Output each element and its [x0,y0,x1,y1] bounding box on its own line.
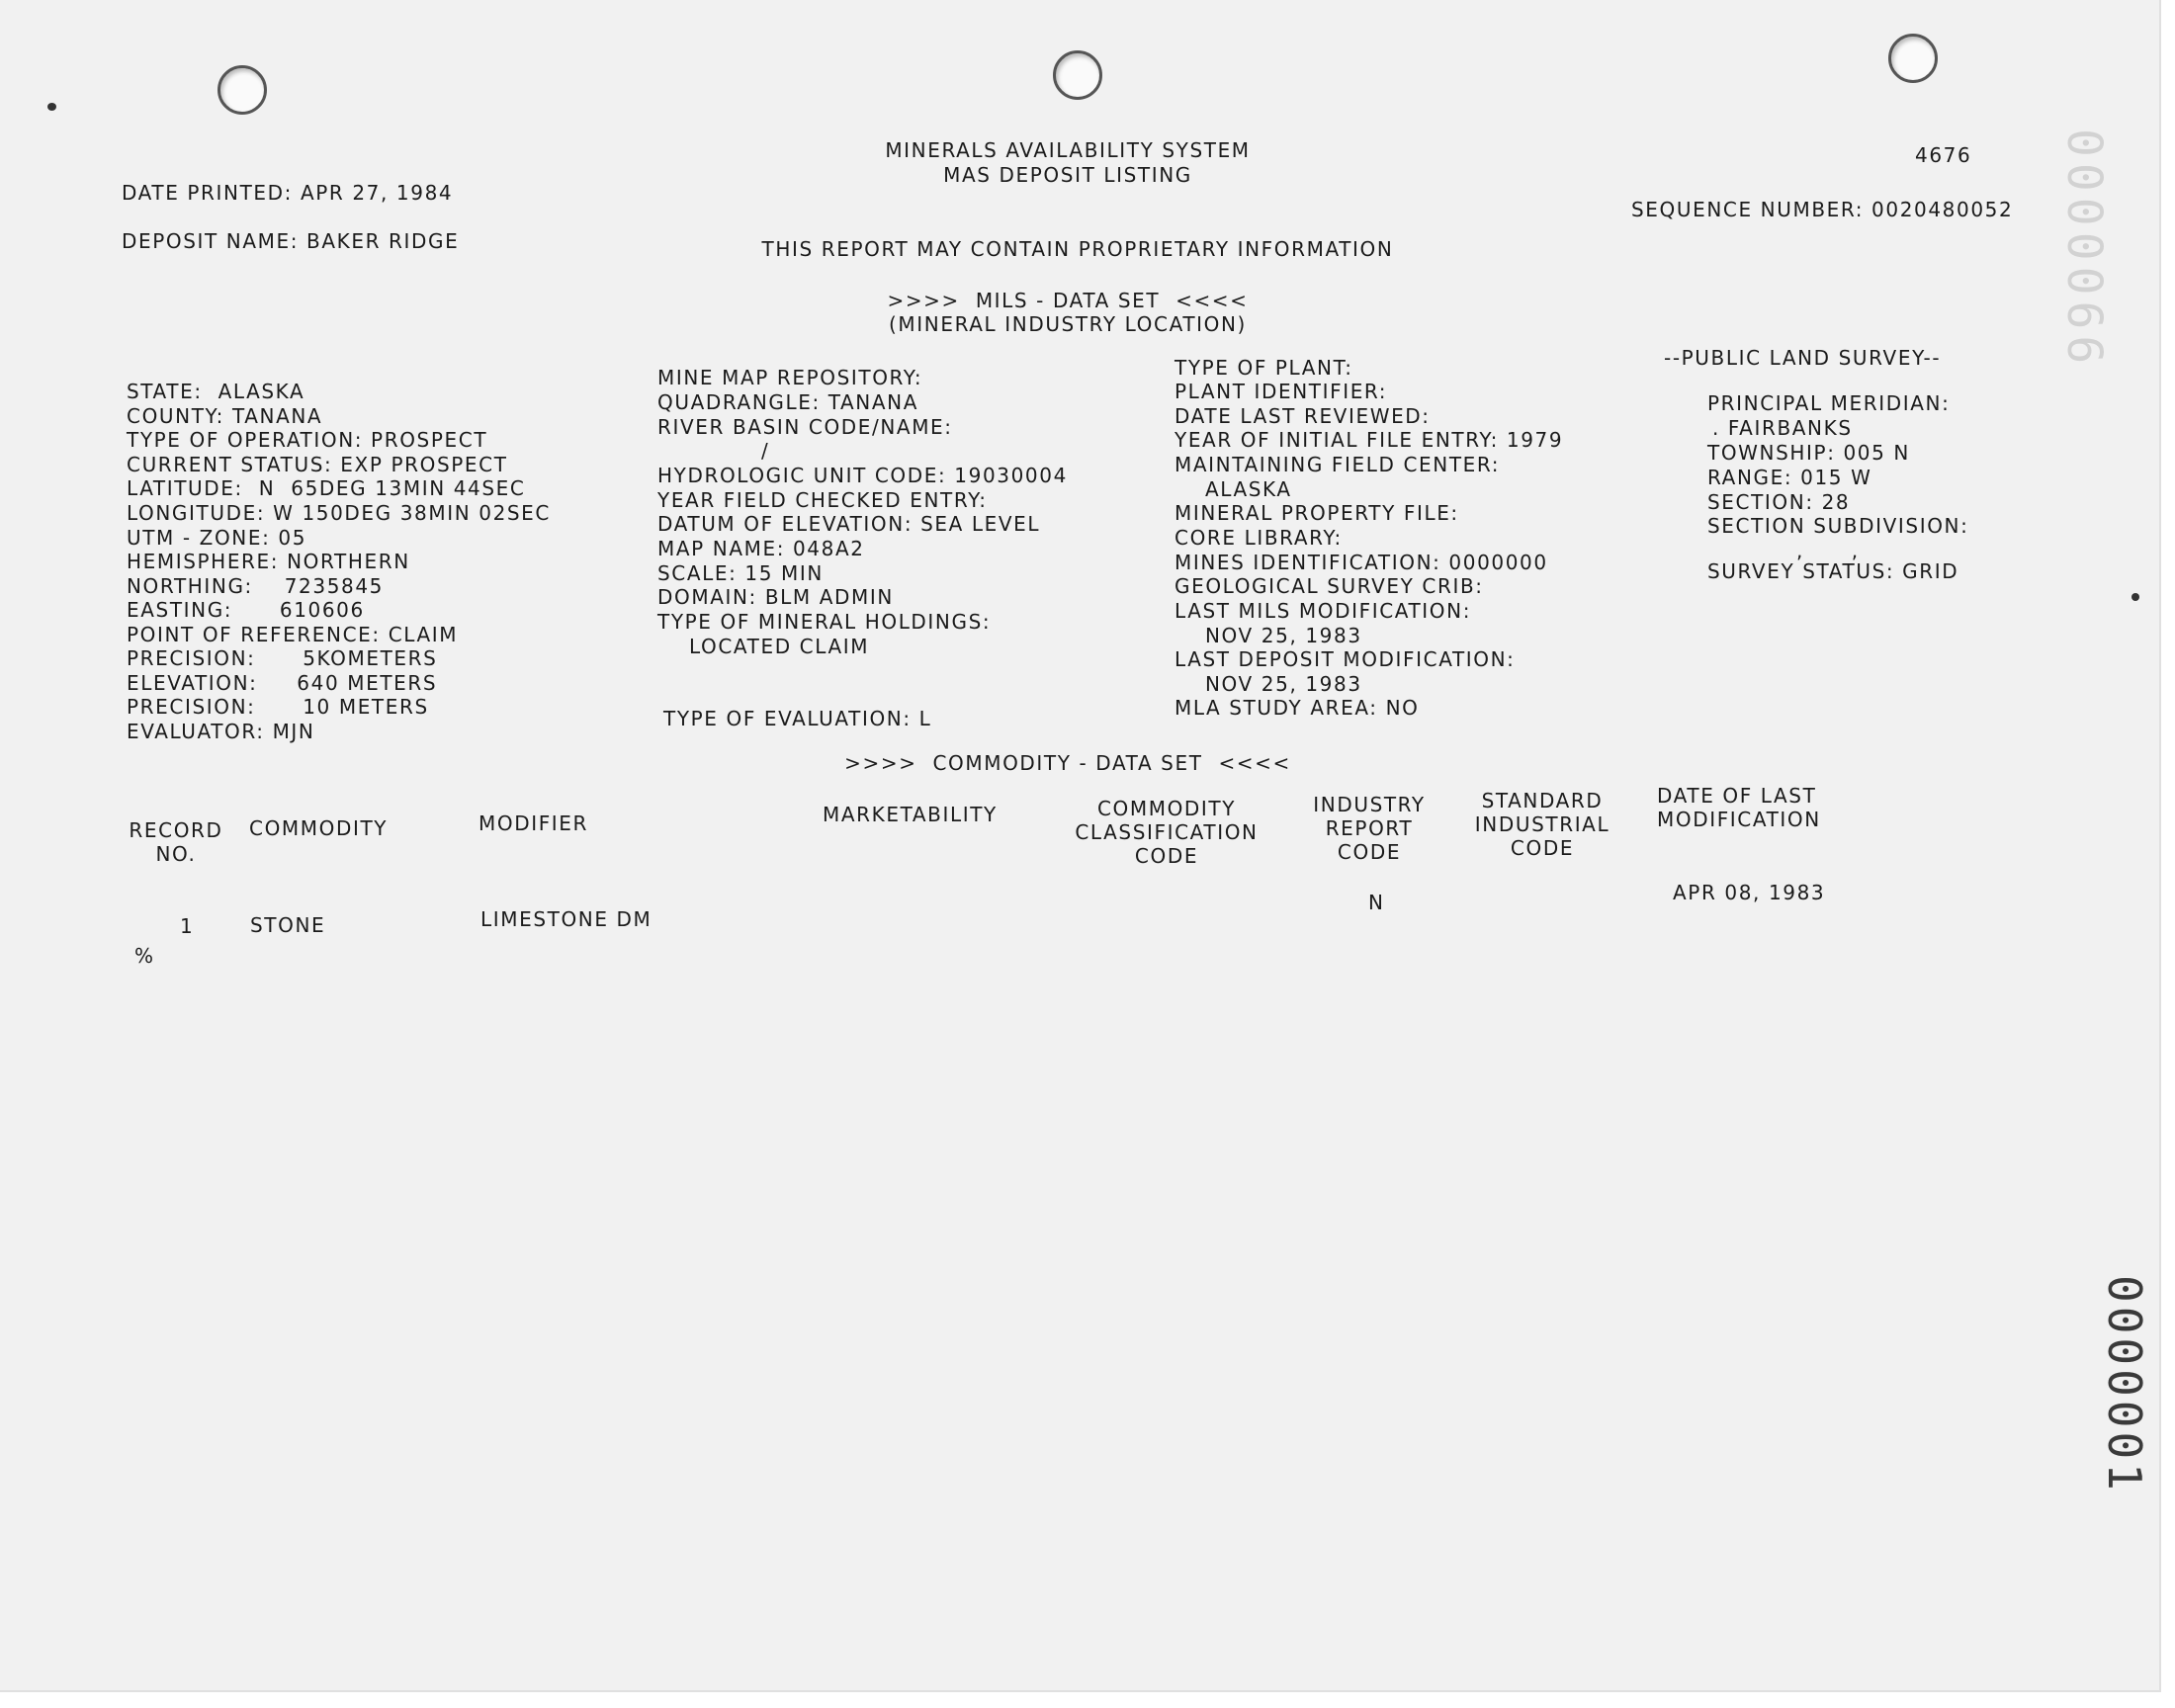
field-utm-zone: UTM - ZONE: 05 [127,526,307,550]
frame-stamp-number: 0000001 [2098,1275,2151,1494]
date-printed: DATE PRINTED: APR 27, 1984 [122,181,454,205]
field-hemisphere: HEMISPHERE: NORTHERN [127,550,410,573]
field-type-of-mineral-holdings: TYPE OF MINERAL HOLDINGS: [657,610,992,634]
field-elevation: ELEVATION: 640 METERS [127,671,438,695]
cell-commodity: STONE [250,913,326,937]
field-principal-meridian: PRINCIPAL MERIDIAN: [1707,391,1951,415]
field-mines-identification: MINES IDENTIFICATION: 0000000 [1174,551,1548,574]
field-domain: DOMAIN: BLM ADMIN [657,585,894,609]
cell-date-of-last-modification: APR 08, 1983 [1673,881,1826,904]
col-header-industry-report-code: INDUSTRY REPORT CODE [1313,793,1426,864]
col-header-standard-industrial-code: STANDARD INDUSTRIAL CODE [1474,789,1610,860]
system-title: MINERALS AVAILABILITY SYSTEM [885,138,1251,162]
field-type-of-evaluation: TYPE OF EVALUATION: L [663,707,932,730]
col-header-date-of-last-modification: DATE OF LAST MODIFICATION [1657,784,1821,831]
end-marker: % [134,944,155,968]
ink-speck [2132,593,2139,601]
deposit-name: DEPOSIT NAME: BAKER RIDGE [122,229,460,253]
field-evaluator: EVALUATOR: MJN [127,720,315,743]
page-number: 4676 [1915,143,1972,167]
field-river-basin: RIVER BASIN CODE/NAME: [657,415,953,439]
field-point-of-reference: POINT OF REFERENCE: CLAIM [127,623,459,646]
mils-data-set-heading: >>>> MILS - DATA SET <<<< [887,289,1249,312]
field-type-of-mineral-holdings-value: LOCATED CLAIM [689,635,870,658]
field-mla-study-area: MLA STUDY AREA: NO [1174,696,1420,720]
field-last-mils-modification: LAST MILS MODIFICATION: [1174,599,1472,623]
field-type-of-plant: TYPE OF PLANT: [1174,356,1353,380]
field-longitude: LONGITUDE: W 150DEG 38MIN 02SEC [127,501,551,525]
commodity-data-set-heading: >>>> COMMODITY - DATA SET <<<< [844,751,1291,775]
col-header-commodity: COMMODITY [249,816,389,840]
field-year-field-checked: YEAR FIELD CHECKED ENTRY: [657,488,988,512]
field-maintaining-field-center: MAINTAINING FIELD CENTER: [1174,453,1501,476]
cell-modifier: LIMESTONE DM [480,907,652,931]
field-quadrangle: QUADRANGLE: TANANA [657,390,918,414]
field-last-deposit-modification: LAST DEPOSIT MODIFICATION: [1174,647,1516,671]
field-maintaining-field-center-value: ALASKA [1205,477,1292,501]
mils-data-set-subheading: (MINERAL INDUSTRY LOCATION) [889,312,1247,336]
field-easting: EASTING: 610606 [127,598,365,622]
field-date-last-reviewed: DATE LAST REVIEWED: [1174,404,1431,428]
cell-industry-report-code: N [1368,891,1385,914]
field-core-library: CORE LIBRARY: [1174,526,1343,550]
field-year-of-initial-file-entry: YEAR OF INITIAL FILE ENTRY: 1979 [1174,428,1564,452]
field-last-deposit-modification-value: NOV 25, 1983 [1205,672,1362,696]
field-latitude: LATITUDE: N 65DEG 13MIN 44SEC [127,476,526,500]
field-principal-meridian-value: . FAIRBANKS [1712,416,1853,440]
col-header-modifier: MODIFIER [478,811,589,835]
field-river-basin-value: / [761,439,770,463]
col-header-record-no: RECORD NO. [129,818,223,866]
field-datum-of-elevation: DATUM OF ELEVATION: SEA LEVEL [657,512,1041,536]
punch-hole-center [1053,50,1102,100]
col-header-marketability: MARKETABILITY [823,803,998,826]
field-northing: NORTHING: 7235845 [127,574,384,598]
col-header-commodity-classification-code: COMMODITY CLASSIFICATION CODE [1075,797,1259,868]
public-land-survey-heading: --PUBLIC LAND SURVEY-- [1664,346,1942,370]
sequence-number: SEQUENCE NUMBER: 0020480052 [1631,198,2014,221]
field-section-subdivision-value: , , [1796,539,1860,562]
field-plant-identifier: PLANT IDENTIFIER: [1174,380,1388,403]
field-county: COUNTY: TANANA [127,404,323,428]
field-elevation-precision: PRECISION: 10 METERS [127,695,429,719]
field-state: STATE: ALASKA [127,380,305,403]
punch-hole-left [218,65,267,115]
field-geological-survey-crib: GEOLOGICAL SURVEY CRIB: [1174,574,1484,598]
field-last-mils-modification-value: NOV 25, 1983 [1205,624,1362,647]
cell-record-no: 1 [180,914,195,938]
field-map-name: MAP NAME: 048A2 [657,537,865,560]
field-survey-status: SURVEY STATUS: GRID [1707,559,1959,583]
field-range: RANGE: 015 W [1707,466,1872,489]
ink-speck [47,103,56,111]
field-township: TOWNSHIP: 005 N [1707,441,1910,465]
punch-hole-right [1888,34,1938,83]
field-mineral-property-file: MINERAL PROPERTY FILE: [1174,501,1459,525]
field-type-of-operation: TYPE OF OPERATION: PROSPECT [127,428,488,452]
field-hydrologic-unit-code: HYDROLOGIC UNIT CODE: 19030004 [657,464,1068,487]
field-mine-map-repository: MINE MAP REPOSITORY: [657,366,923,389]
listing-title: MAS DEPOSIT LISTING [943,163,1192,187]
field-section-subdivision: SECTION SUBDIVISION: [1707,514,1969,538]
field-precision: PRECISION: 5KOMETERS [127,646,438,670]
field-scale: SCALE: 15 MIN [657,561,824,585]
field-current-status: CURRENT STATUS: EXP PROSPECT [127,453,508,476]
ghost-stamp-number: 0000066 [2056,128,2112,371]
field-section: SECTION: 28 [1707,490,1851,514]
proprietary-notice: THIS REPORT MAY CONTAIN PROPRIETARY INFORMATION [761,237,1394,261]
